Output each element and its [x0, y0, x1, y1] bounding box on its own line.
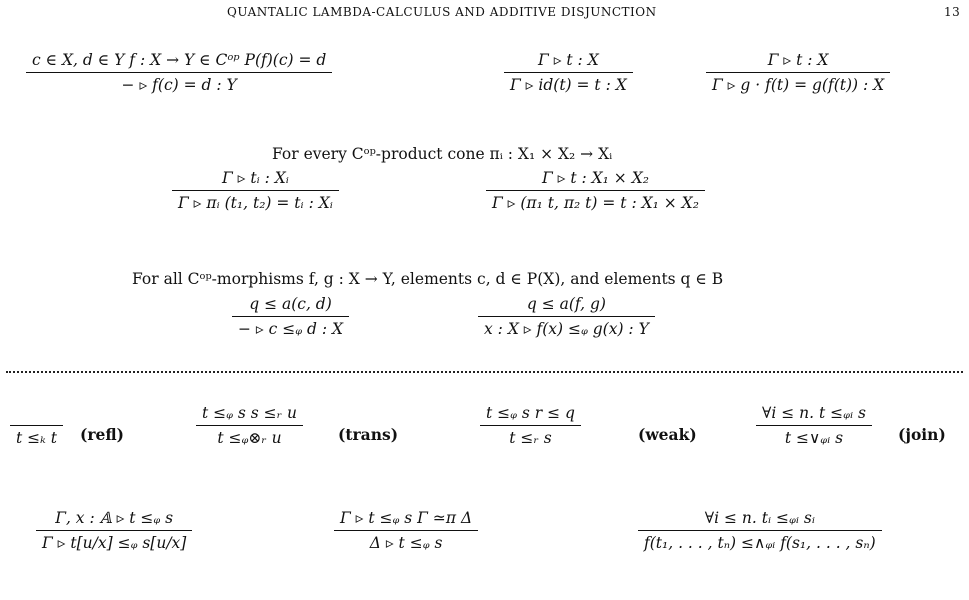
- rule-trans: [196, 404, 303, 447]
- rule-congruence-conclusion: f(t₁, . . . , tₙ) ≤∧ᵩᵢ f(s₁, . . . , sₙ): [644, 534, 876, 552]
- rule-pairing-conclusion: Γ ▹ (π₁ t, π₂ t) = t : X₁ × X₂: [492, 194, 699, 212]
- rule-identity-conclusion: Γ ▹ id(t) = t : X: [510, 76, 627, 94]
- rule-weak: [480, 404, 581, 447]
- rule-congruence-premise: ∀i ≤ n. tᵢ ≤ᵩᵢ sᵢ: [704, 509, 815, 527]
- rule-refl-premise: [28, 404, 45, 425]
- rule-element-order-conclusion: − ▹ c ≤ᵩ d : X: [238, 320, 344, 338]
- running-header: QUANTALIC LAMBDA-CALCULUS AND ADDITIVE DISJUNCTION: [227, 5, 657, 19]
- rule-join: [756, 404, 872, 447]
- rule-substitution-conclusion: Γ ▹ t[u/x] ≤ᵩ s[u/x]: [42, 534, 187, 552]
- rule-congruence: [638, 509, 882, 552]
- rule-morphism-order: [478, 295, 655, 338]
- rule-refl-conclusion: t ≤ₖ t: [16, 429, 57, 447]
- rule-permutation: [334, 509, 478, 552]
- rule-weak-premise: t ≤ᵩ s r ≤ q: [486, 404, 575, 422]
- rule-composition-premise: Γ ▹ t : X: [767, 51, 829, 69]
- rule-join-name: (join): [898, 425, 946, 444]
- rule-refl: [10, 404, 63, 447]
- rule-functor-conclusion: − ▹ f(c) = d : Y: [121, 76, 237, 94]
- rule-identity: [504, 51, 633, 94]
- rule-element-order-premise: q ≤ a(c, d): [249, 295, 332, 313]
- rule-weak-conclusion: t ≤ᵣ s: [509, 429, 552, 447]
- rule-identity-premise: Γ ▹ t : X: [538, 51, 599, 69]
- rule-functor: [26, 51, 332, 94]
- rule-join-conclusion: t ≤∨ᵩᵢ s: [784, 429, 844, 447]
- rule-projection: [172, 169, 339, 212]
- rule-refl-name: (refl): [80, 425, 124, 444]
- rule-permutation-premise: Γ ▹ t ≤ᵩ s Γ ≃π Δ: [340, 509, 473, 527]
- page-number: 13: [944, 5, 961, 19]
- rule-join-premise: ∀i ≤ n. t ≤ᵩᵢ s: [762, 404, 866, 422]
- rule-weak-name: (weak): [638, 425, 697, 444]
- rule-morphism-order-conclusion: x : X ▹ f(x) ≤ᵩ g(x) : Y: [484, 320, 649, 338]
- rule-projection-conclusion: Γ ▹ πᵢ (t₁, t₂) = tᵢ : Xᵢ: [178, 194, 333, 212]
- rule-functor-premise: c ∈ X, d ∈ Y f : X → Y ∈ Cᵒᵖ P(f)(c) = d: [32, 51, 327, 69]
- rule-composition-conclusion: Γ ▹ g · f(t) = g(f(t)) : X: [712, 76, 885, 94]
- rule-morphism-order-premise: q ≤ a(f, g): [526, 295, 606, 313]
- morphisms-heading: For all Cᵒᵖ-morphisms f, g : X → Y, elements c, d ∈ P(X), and elements q ∈ B: [132, 270, 724, 288]
- rule-trans-premise: t ≤ᵩ s s ≤ᵣ u: [202, 404, 297, 422]
- rule-trans-conclusion: t ≤ᵩ⊗ᵣ u: [217, 429, 282, 447]
- rule-element-order: [232, 295, 349, 338]
- dotted-separator: [6, 371, 963, 373]
- rule-substitution: [36, 509, 192, 552]
- rule-pairing-premise: Γ ▹ t : X₁ × X₂: [541, 169, 649, 187]
- rule-permutation-conclusion: Δ ▹ t ≤ᵩ s: [369, 534, 443, 552]
- rule-substitution-premise: Γ, x : 𝔸 ▹ t ≤ᵩ s: [55, 509, 174, 527]
- product-cone-heading: For every Cᵒᵖ-product cone πᵢ : X₁ × X₂ → Xᵢ: [272, 145, 613, 163]
- rule-pairing: [486, 169, 705, 212]
- rule-projection-premise: Γ ▹ tᵢ : Xᵢ: [221, 169, 289, 187]
- rule-composition: [706, 51, 890, 94]
- rule-trans-name: (trans): [338, 425, 399, 444]
